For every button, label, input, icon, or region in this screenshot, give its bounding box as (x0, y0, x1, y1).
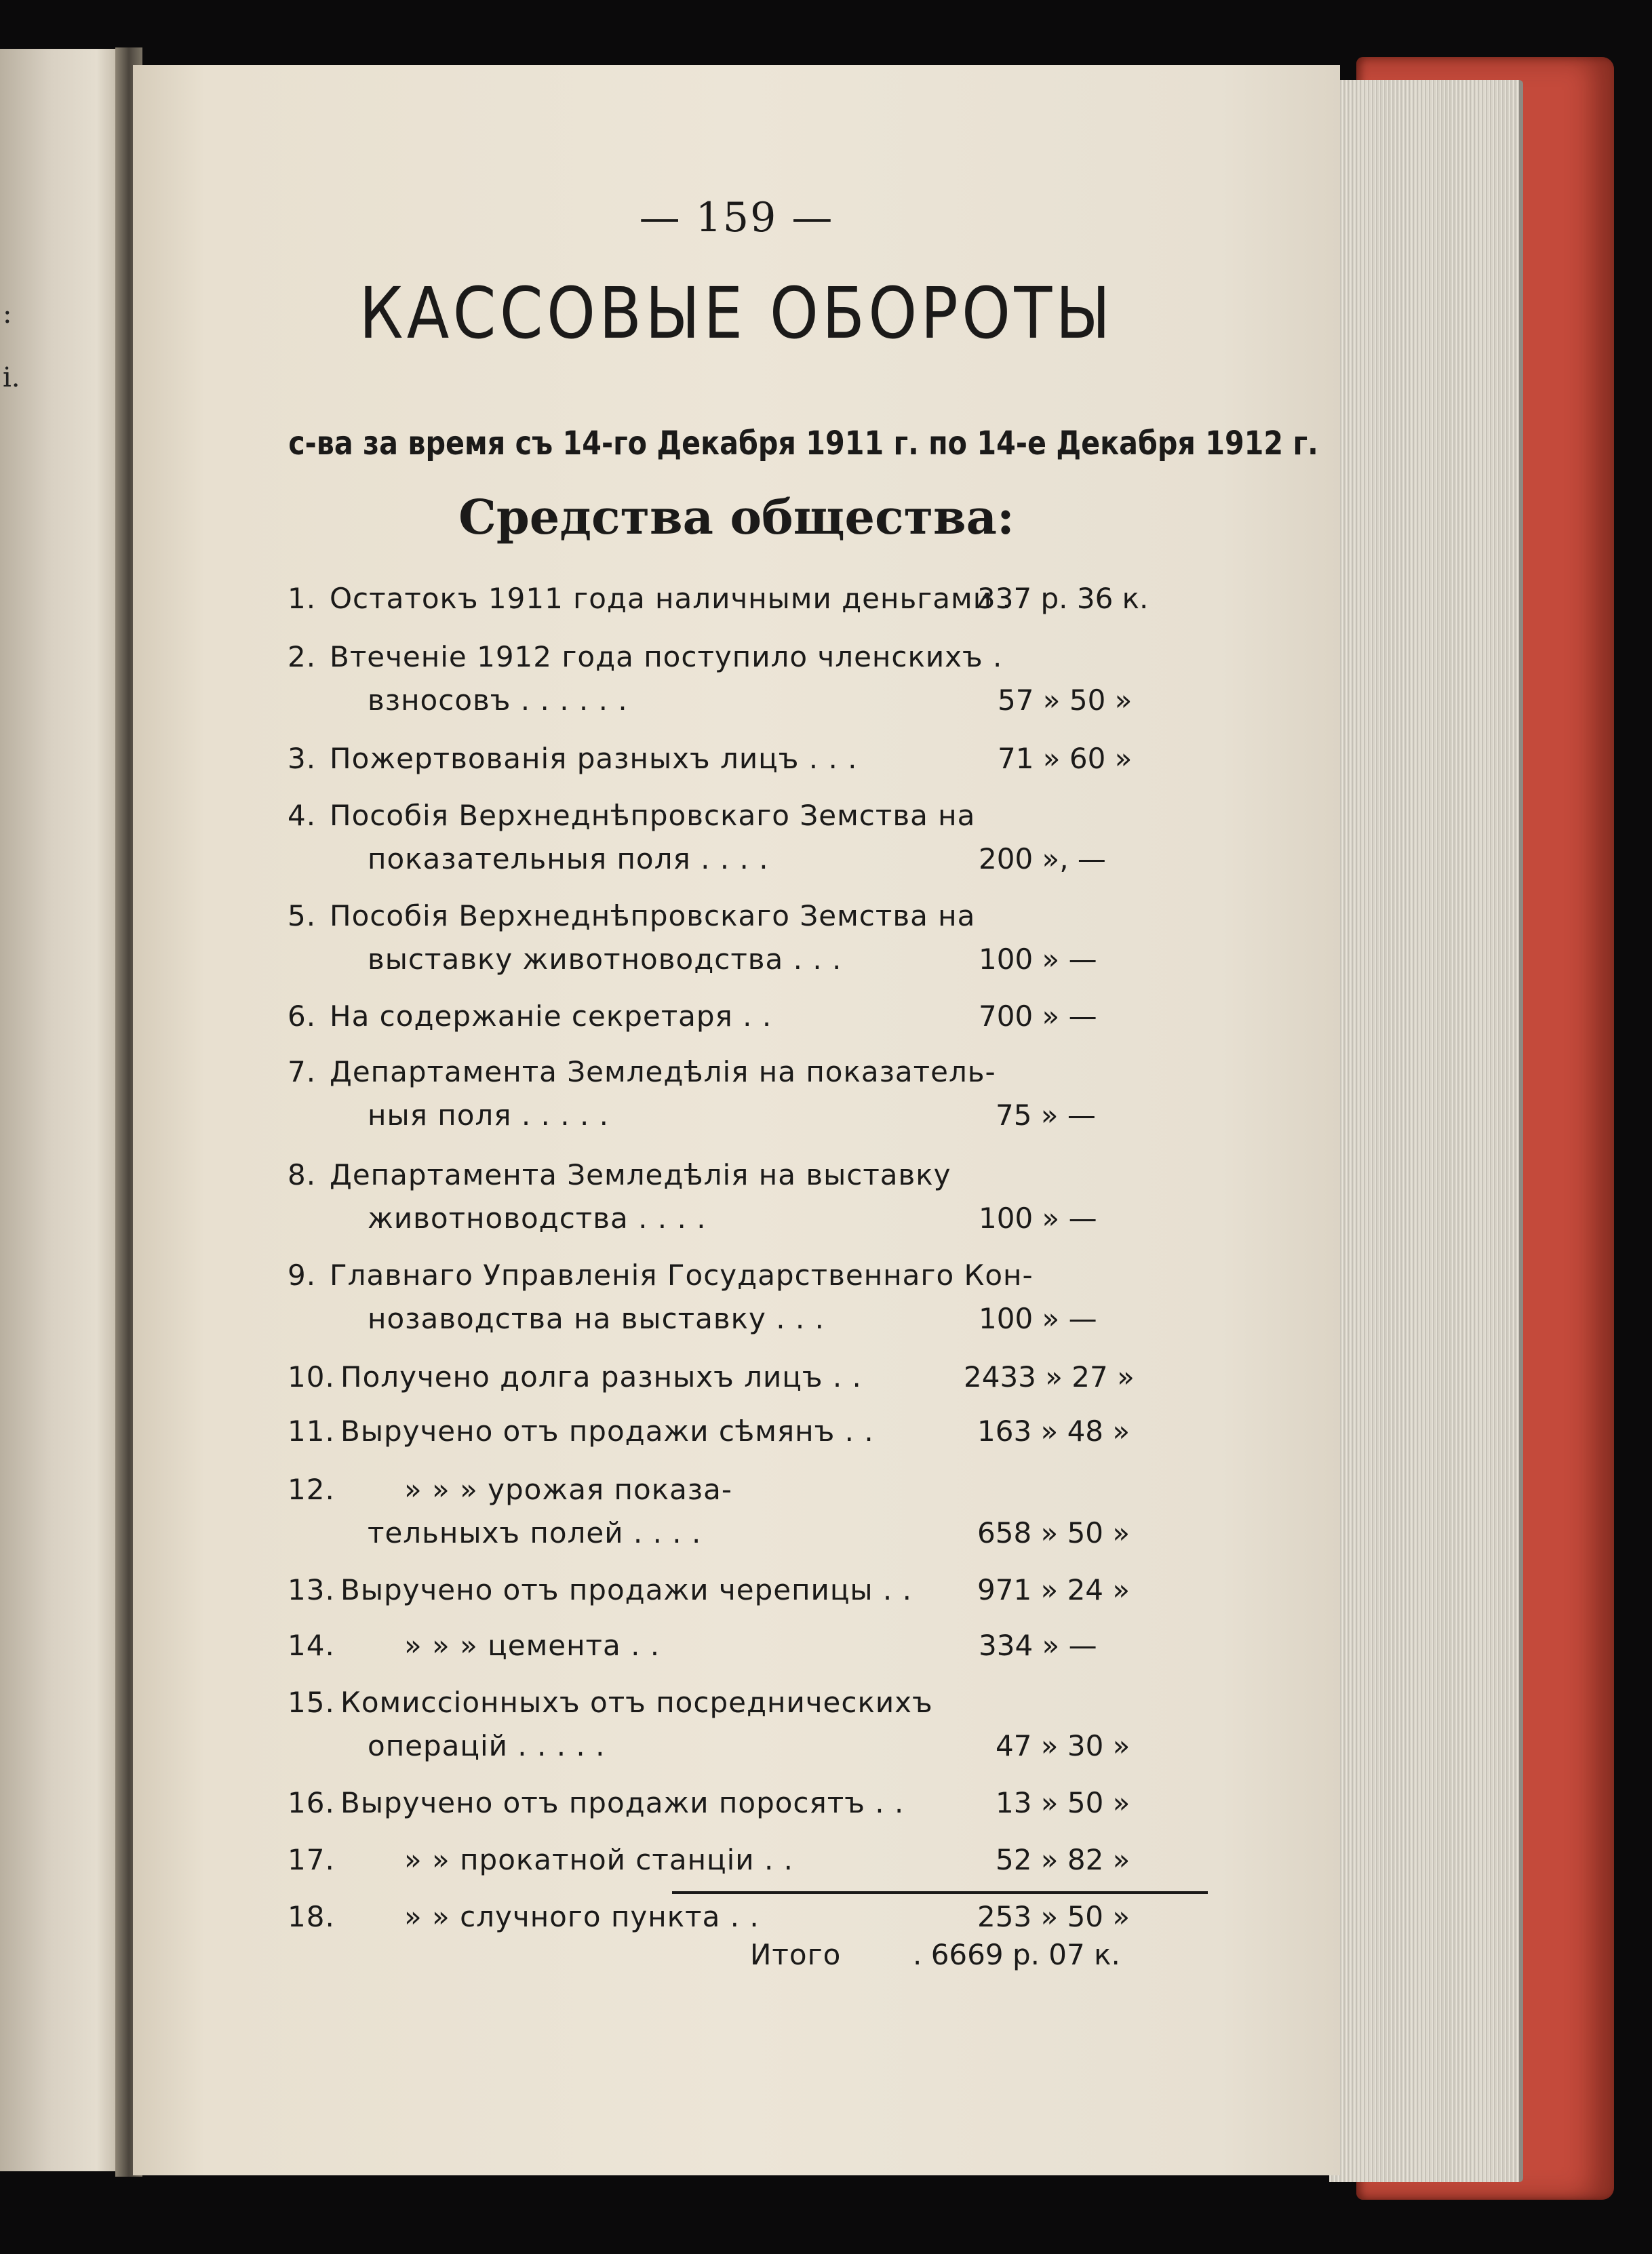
item-text: Получено долга разныхъ лицъ . . (340, 1360, 862, 1393)
item-number: 15. (288, 1686, 335, 1719)
item-number: 3. (288, 742, 317, 775)
item-amount: 100 » — (979, 1302, 1097, 1335)
item-amount: 200 », — (979, 842, 1106, 875)
item-amount: 337 р. 36 к. (977, 582, 1149, 615)
left-page (0, 49, 129, 2171)
item-text-continuation: взносовъ . . . . . . (368, 684, 628, 717)
item-text-continuation: операцій . . . . . (368, 1729, 606, 1762)
item-amount: 100 » — (979, 943, 1097, 976)
item-text: Департамента Земледѣлія на выставку (330, 1158, 951, 1191)
item-text-continuation: показательныя поля . . . . (368, 842, 769, 875)
item-number: 1. (288, 582, 317, 615)
item-text: Выручено отъ продажи поросятъ . . (340, 1786, 905, 1819)
item-text-continuation: ныя поля . . . . . (368, 1099, 610, 1132)
item-amount: 700 » — (979, 1000, 1097, 1033)
item-number: 5. (288, 899, 317, 932)
page-title: КАССОВЫЕ ОБОРОТЫ (359, 272, 1114, 355)
section-title: Средства общества: (458, 489, 1015, 545)
item-text-continuation: животноводства . . . . (368, 1202, 707, 1235)
total-amount: . 6669 р. 07 к. (913, 1938, 1120, 1971)
item-amount: 971 » 24 » (977, 1573, 1130, 1606)
item-text: Втеченіе 1912 года поступило членскихъ . (330, 640, 1003, 673)
item-text: » » прокатной станціи . . (404, 1843, 793, 1876)
item-amount: 13 » 50 » (996, 1786, 1130, 1819)
item-number: 18. (288, 1900, 335, 1933)
item-amount: 75 » — (996, 1099, 1096, 1132)
item-amount: 2433 » 27 » (964, 1360, 1135, 1393)
item-text: Выручено отъ продажи сѣмянъ . . (340, 1415, 874, 1448)
item-text-continuation: выставку животноводства . . . (368, 943, 842, 976)
item-number: 4. (288, 799, 317, 832)
item-amount: 57 » 50 » (998, 684, 1133, 717)
item-amount: 334 » — (979, 1629, 1097, 1662)
item-text: » » случного пункта . . (404, 1900, 760, 1933)
item-number: 6. (288, 1000, 317, 1033)
item-text: На содержаніе секретаря . . (330, 1000, 772, 1033)
item-amount: 163 » 48 » (977, 1415, 1130, 1448)
item-amount: 71 » 60 » (998, 742, 1133, 775)
item-text: » » » цемента . . (404, 1629, 661, 1662)
left-page-fragment: : (3, 298, 12, 330)
item-amount: 253 » 50 » (977, 1900, 1130, 1933)
item-number: 13. (288, 1573, 335, 1606)
item-text: Выручено отъ продажи черепицы . . (340, 1573, 912, 1606)
item-number: 2. (288, 640, 317, 673)
item-text-continuation: нозаводства на выставку . . . (368, 1302, 825, 1335)
item-number: 12. (288, 1473, 335, 1506)
item-text: Главнаго Управленія Государственнаго Кон- (330, 1259, 1034, 1292)
item-number: 14. (288, 1629, 335, 1662)
item-amount: 100 » — (979, 1202, 1097, 1235)
item-number: 9. (288, 1259, 317, 1292)
item-amount: 47 » 30 » (996, 1729, 1130, 1762)
item-number: 8. (288, 1158, 317, 1191)
item-text: Пособія Верхнеднѣпровскаго Земства на (330, 899, 976, 932)
item-number: 16. (288, 1786, 335, 1819)
page-edge (1329, 80, 1523, 2182)
item-amount: 52 » 82 » (996, 1843, 1130, 1876)
item-number: 17. (288, 1843, 335, 1876)
total-rule (672, 1891, 1208, 1894)
item-number: 11. (288, 1415, 335, 1448)
item-text: Остатокъ 1911 года наличными деньгами . (330, 582, 1012, 615)
page-subtitle: с-ва за время съ 14-го Декабря 1911 г. по 14-е Декабря 1912 г. (288, 424, 1318, 462)
item-number: 10. (288, 1360, 335, 1393)
item-text: Пожертвованія разныхъ лицъ . . . (330, 742, 858, 775)
left-page-fragment: i. (3, 362, 20, 393)
item-text: Пособія Верхнеднѣпровскаго Земства на (330, 799, 976, 832)
item-amount: 658 » 50 » (977, 1516, 1130, 1549)
page-number: — 159 — (639, 194, 834, 241)
item-text: Департамента Земледѣлія на показатель- (330, 1055, 996, 1088)
item-number: 7. (288, 1055, 317, 1088)
item-text: » » » урожая показа- (404, 1473, 733, 1506)
item-text-continuation: тельныхъ полей . . . . (368, 1516, 702, 1549)
total-label: Итого (750, 1938, 842, 1971)
document-page (133, 65, 1340, 2175)
item-text: Комиссіонныхъ отъ посредническихъ (340, 1686, 933, 1719)
